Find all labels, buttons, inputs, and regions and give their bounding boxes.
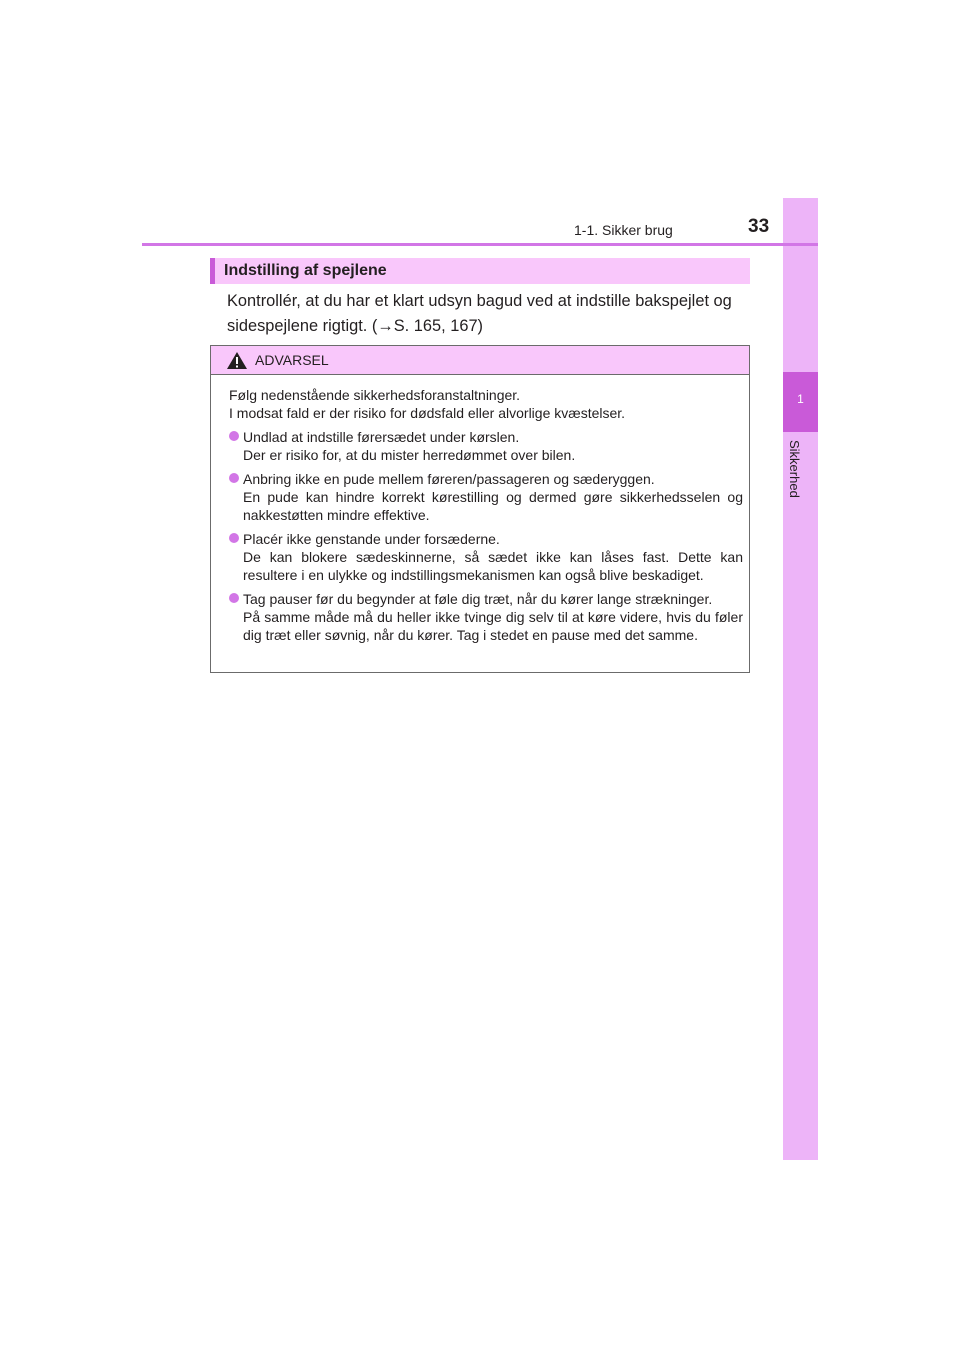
section-heading: Indstilling af spejlene xyxy=(224,262,387,279)
header-rule xyxy=(142,243,818,246)
warning-item-text: En pude kan hindre korrekt kørestilling og dermed gøre sikkerhedsselen og nakkestøtten mindre effektive. xyxy=(243,489,743,523)
warning-triangle-icon xyxy=(226,351,248,370)
bullet-dot-icon xyxy=(229,593,239,603)
intro-line-2: sidespejlene rigtigt. (→S. 165, 167) xyxy=(227,317,484,335)
warning-item-title: Anbring ikke en pude mellem føreren/passageren og sæderyggen. xyxy=(243,471,655,487)
warning-item-title: Undlad at indstille førersædet under kørslen. xyxy=(243,429,520,445)
warning-title: ADVARSEL xyxy=(255,352,329,368)
warning-item-text: Der er risiko for, at du mister herredømmet over bilen. xyxy=(243,447,576,463)
running-header-section: 1-1. Sikker brug xyxy=(574,222,673,238)
warning-body xyxy=(229,386,743,650)
chapter-side-tab xyxy=(783,198,818,1160)
warning-item xyxy=(229,590,743,644)
warning-header xyxy=(211,346,749,375)
warning-intro-line-2: I modsat fald er der risiko for dødsfald eller alvorlige kvæstelser. xyxy=(229,405,626,421)
warning-item-text: De kan blokere sædeskinnerne, så sædet ikke kan låses fast. Dette kan resultere i en ulykke og indstillingsmekanismen kan også blive beskadiget. xyxy=(243,549,743,583)
warning-box xyxy=(210,345,750,673)
chapter-number: 1 xyxy=(797,392,804,406)
section-heading-accent xyxy=(210,258,215,284)
page-number: 33 xyxy=(748,216,770,237)
warning-item xyxy=(229,428,743,464)
section-intro xyxy=(227,289,749,339)
warning-intro-line-1: Følg nedenstående sikkerhedsforanstaltninger. xyxy=(229,387,521,403)
intro-line-1: Kontrollér, at du har et klart udsyn bagud ved at indstille bakspejlet og xyxy=(227,292,732,310)
bullet-dot-icon xyxy=(229,533,239,543)
warning-item-title: Tag pauser før du begynder at føle dig træt, når du kører lange strækninger. xyxy=(243,591,713,607)
bullet-dot-icon xyxy=(229,431,239,441)
bullet-dot-icon xyxy=(229,473,239,483)
warning-item-title: Placér ikke genstande under forsæderne. xyxy=(243,531,500,547)
chapter-label: Sikkerhed xyxy=(787,440,802,498)
warning-item xyxy=(229,470,743,524)
warning-item xyxy=(229,530,743,584)
warning-item-text: På samme måde må du heller ikke tvinge dig selv til at køre videre, hvis du føler dig træt eller søvnig, når du kører. Tag i stedet en pause med det samme. xyxy=(243,609,743,643)
